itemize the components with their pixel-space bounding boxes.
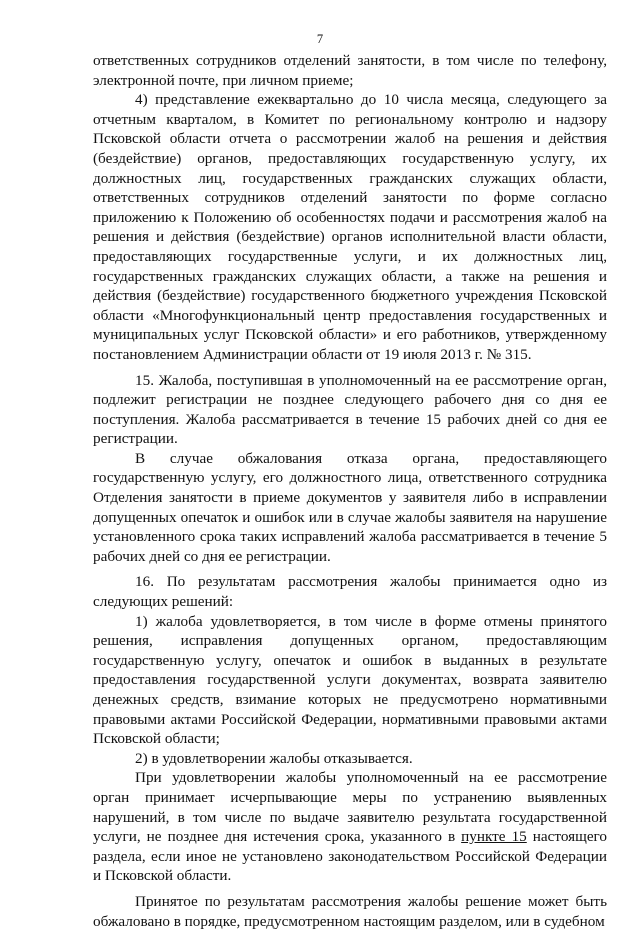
paragraph-text-before-link: При удовлетворении жалобы уполномоченный на ее рассмотрение орган принимает исчерпывающие меры по устранению выявленных нарушений, в том числе по выдаче заявителю результата государственной услуги, не позднее дня истечения срока, указанного в <box>93 769 607 846</box>
paragraph-refusal-appeal: В случае обжалования отказа органа, предоставляющего государственную услугу, его должностного лица, ответственного сотрудника Отделения занятости в приеме документов у заявителя либо в исправлении допущенных опечаток и ошибок или в случае жалобы заявителя на нарушение установленного срока таких исправлений жалоба рассматривается в течение 5 рабочих дней со дня ее регистрации. <box>93 449 607 565</box>
document-body <box>93 51 607 931</box>
paragraph-clause-15-registration: 15. Жалоба, поступившая в уполномоченный на ее рассмотрение орган, подлежит регистрации не позднее следующего рабочего дня со дня ее поступления. Жалоба рассматривается в течение 15 рабочих дней со дня ее регистрации. <box>93 371 607 448</box>
paragraph-remedial-measures <box>93 768 607 886</box>
page-number: 7 <box>316 32 324 46</box>
clause-15-link[interactable]: пункте 15 <box>461 828 527 846</box>
paragraph-decision-1-satisfied: 1) жалоба удовлетворяется, в том числе в форме отмены принятого решения, исправления допущенных органом, предоставляющим государственную услугу, опечаток и ошибок в выданных в результате предоставления государственной услуги документах, возврата заявителю денежных средств, взимание которых не предусмотрено нормативными правовыми актами Российской Федерации, нормативными правовыми актами Псковской области; <box>93 612 607 748</box>
paragraph-item-4-quarterly-report: 4) представление ежеквартально до 10 числа месяца, следующего за отчетным кварталом, в Комитет по региональному контролю и надзору Псковской области отчета о рассмотрении жалоб на решения и действия (бездействие) органов, предоставляющих государственную услугу, их должностных лиц, государственных гражданских служащих области, ответственных сотрудников отделений занятости по форме согласно приложению к Положению об особенностях подачи и рассмотрения жалоб на решения и действия (бездействие) органов исполнительной власти области, предоставляющих государственные услуги, и их должностных лиц, государственных гражданских служащих области, а также на решения и действия (бездействие) государственного бюджетного учреждения Псковской области «Многофункциональный центр предоставления государственных и муниципальных услуг Псковской области» и его работников, утвержденному постановлением Администрации области от 19 июля 2013 г. № 315. <box>93 91 607 363</box>
paragraph-text-after-link: настоящего раздела, если иное не установлено законодательством Российской Федерации и Псковской области. <box>93 828 608 885</box>
paragraph-decision-appeal: Принятое по результатам рассмотрения жалобы решение может быть обжаловано в порядке, предусмотренном настоящим разделом, или в судебном <box>93 892 607 930</box>
paragraph-contact-continuation: ответственных сотрудников отделений занятости, в том числе по телефону, электронной почте, при личном приеме; <box>93 52 607 89</box>
paragraph-clause-16-decisions: 16. По результатам рассмотрения жалобы принимается одно из следующих решений: <box>93 573 607 611</box>
paragraph-decision-2-refused: 2) в удовлетворении жалобы отказывается. <box>135 749 413 767</box>
